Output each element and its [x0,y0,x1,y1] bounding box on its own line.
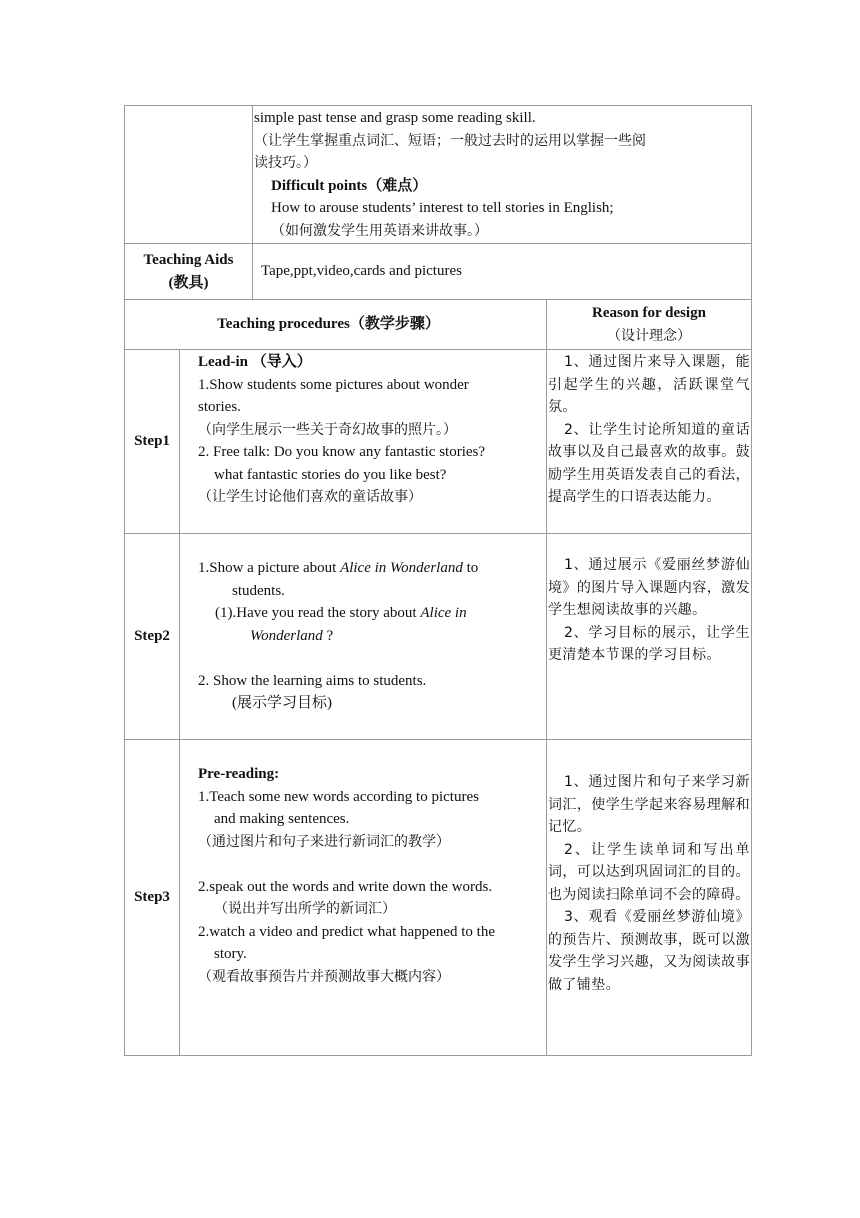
teaching-aids-label-cn: (教具) [168,274,209,291]
reason-header-en: Reason for design [592,305,706,321]
step-line: 1.Teach some new words according to pictures [198,788,479,805]
teaching-aids-value: Tape,ppt,video,cards and pictures [261,263,462,280]
step-row [125,740,752,1056]
step-line: stories. [198,399,241,415]
step-label: Step2 [134,628,170,645]
step-label-cell [125,740,180,1056]
step-content-cell [180,534,547,740]
step-line: story. [214,946,247,962]
procedures-header-cell [125,300,547,350]
step-line-cn: （让学生讨论他们喜欢的童话故事） [198,489,422,505]
step-reason-cell [547,534,752,740]
step-line-cn: （观看故事预告片并预测故事大概内容） [198,968,450,985]
objectives-line-cn: 读技巧。） [254,155,317,171]
step-content-cell [180,350,547,534]
step-row [125,350,752,534]
step-line-cn: （通过图片和句子来进行新词汇的教学） [198,833,450,850]
step-reason-cell [547,740,752,1056]
step-line: and making sentences. [214,811,350,827]
step-title: Pre-reading: [198,766,280,782]
step-line: to [462,560,479,576]
step-label: Step3 [134,889,170,906]
step-line-cn: （向学生展示一些关于奇幻故事的照片。） [198,421,457,438]
step-line: students. [232,582,285,599]
step-row [125,534,752,740]
step-line: 2. Show the learning aims to students. [198,672,427,689]
step-line: 1.Show students some pictures about wonder [198,376,469,393]
step-line: (1).Have you read the story about [215,605,421,621]
book-title: Alice in Wonderland [340,560,463,576]
step-line: 2.speak out the words and write down the words. [198,878,493,895]
objectives-content-cell [253,106,752,244]
step-title: Lead-in （导入） [198,354,312,370]
objectives-label-cell [125,106,253,244]
book-title: Wonderland [250,627,323,644]
step-label: Step1 [134,433,170,450]
step-line: 2.watch a video and predict what happened to the [198,923,495,940]
teaching-aids-label-cell [125,244,253,300]
book-title: Alice in [420,605,467,621]
teaching-aids-row [125,244,752,300]
reason-header-cell [547,300,752,350]
step-label-cell [125,534,180,740]
reason-paragraph: 1、通过展示《爱丽丝梦游仙境》的图片导入课题内容，激发学生想阅读故事的兴趣。 [548,557,750,618]
difficult-points-cn: （如何激发学生用英语来讲故事。） [271,222,488,239]
step-label-cell [125,350,180,534]
step-line: (展示学习目标) [232,695,332,711]
reason-paragraph: 2、学习目标的展示，让学生更清楚本节课的学习目标。 [548,624,750,663]
reason-paragraph: 2、让学生讨论所知道的童话故事以及自己最喜欢的故事。鼓励学生用英语发表自己的看法，提高学生的口语表达能力。 [548,421,750,505]
step-line: ? [322,627,334,644]
teaching-aids-label-en: Teaching Aids [143,252,234,268]
difficult-points-title: Difficult points（难点） [271,177,428,194]
step-line: what fantastic stories do you like best? [214,466,447,483]
lesson-plan-table [124,105,752,1056]
step-line: 2. Free talk: Do you know any fantastic stories? [198,444,486,460]
reason-paragraph: 2、让学生读单词和写出单词，可以达到巩固词汇的目的。也为阅读扫除单词不会的障碍。 [548,841,750,903]
step-line-cn: （说出并写出所学的新词汇） [214,901,396,917]
step-content-cell [180,740,547,1056]
reason-paragraph: 3、观看《爱丽丝梦游仙境》的预告片、预测故事，既可以激发学生学习兴趣，又为阅读故事做了铺垫。 [548,909,750,993]
reason-paragraph: 1、通过图片和句子来学习新词汇，使学生学起来容易理解和记忆。 [548,774,750,835]
procedures-header: Teaching procedures（教学步骤） [217,316,440,333]
procedures-header-row [125,300,752,350]
objectives-row [125,106,752,244]
objectives-line-cn: （让学生掌握重点词汇、短语；一般过去时的运用以掌握一些阅 [254,132,646,149]
reason-paragraph: 1、通过图片来导入课题，能引起学生的兴趣，活跃课堂气氛。 [548,354,750,415]
step-reason-cell [547,350,752,534]
objectives-line: simple past tense and grasp some reading skill. [254,110,536,126]
reason-header-cn: （设计理念） [607,327,691,344]
teaching-aids-value-cell [253,244,752,300]
difficult-points-en: How to arouse students’ interest to tell stories in English; [271,200,614,216]
step-line: 1.Show a picture about [198,560,341,576]
